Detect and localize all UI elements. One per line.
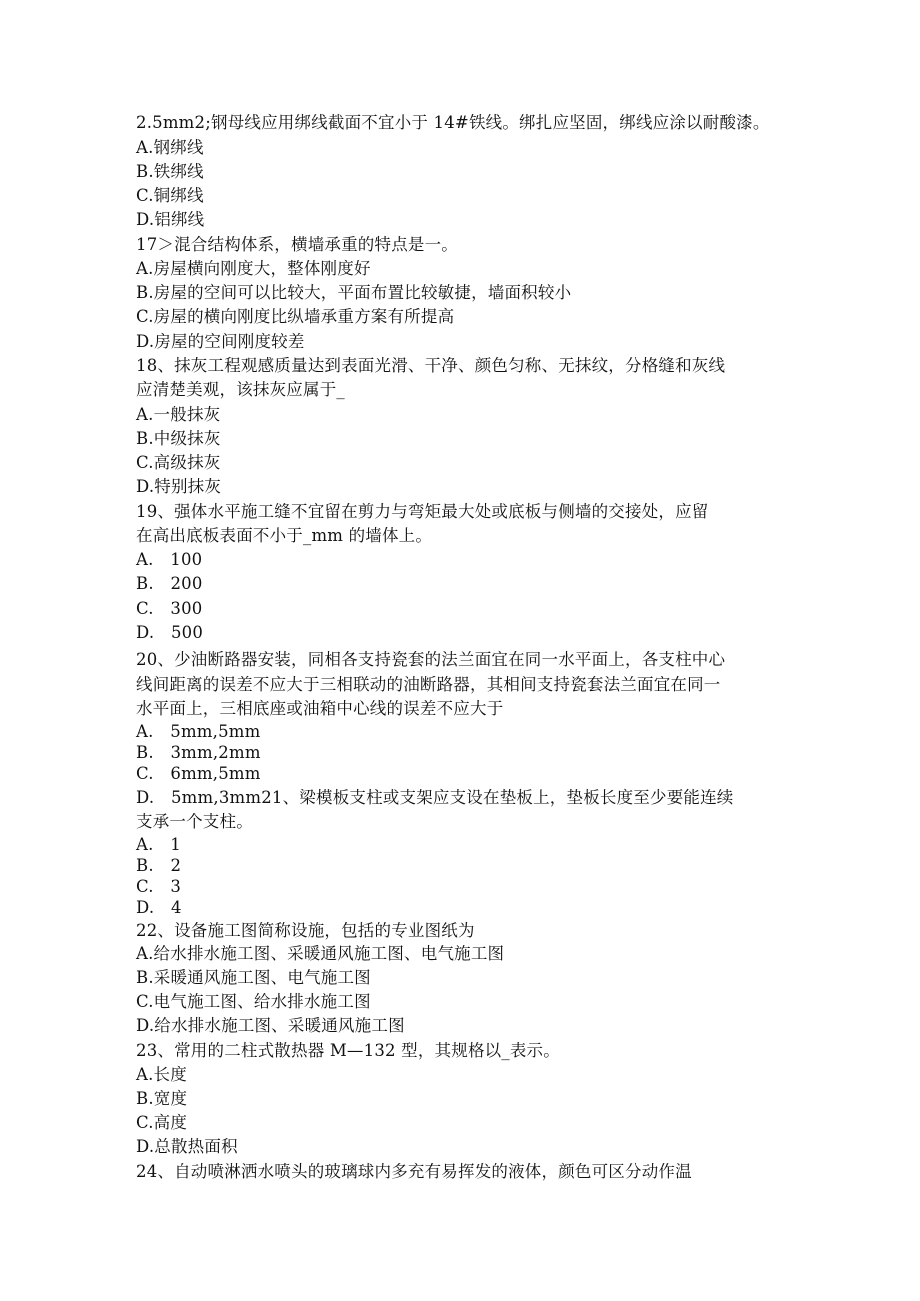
option-q19-d: D. 500 — [136, 623, 204, 642]
option-q23-a: A.长度 — [136, 1065, 187, 1084]
option-q21-d: D. 4 — [136, 898, 182, 917]
option-q17-d: D.房屋的空间刚度较差 — [136, 332, 305, 351]
question-21-line2: 支承一个支柱。 — [136, 812, 253, 831]
option-q22-c: C.电气施工图、给水排水施工图 — [136, 992, 371, 1011]
question-24: 24、自动喷淋洒水喷头的玻璃球内多充有易挥发的液体，颜色可区分动作温 — [136, 1162, 692, 1181]
question-17: 17＞混合结构体系，横墙承重的特点是一。 — [136, 235, 458, 254]
option-q22-d: D.给水排水施工图、采暖通风施工图 — [136, 1016, 405, 1035]
text-line-q16-tail: 2.5mm2;钢母线应用绑线截面不宜小于 14#铁线。绑扎应坚固，绑线应涂以耐酸漆。 — [136, 113, 770, 132]
option-q20-d-question-21: D. 5mm,3mm21、梁模板支柱或支架应支设在垫板上，垫板长度至少要能连续 — [136, 788, 734, 807]
option-q17-b: B.房屋的空间可以比较大，平面布置比较敏捷，墙面积较小 — [136, 283, 572, 302]
option-q17-c: C.房屋的横向刚度比纵墙承重方案有所提高 — [136, 307, 455, 326]
option-q21-c: C. 3 — [136, 877, 182, 896]
option-q21-b: B. 2 — [136, 856, 182, 875]
option-q20-c: C. 6mm,5mm — [136, 764, 261, 783]
option-q23-b: B.宽度 — [136, 1089, 188, 1108]
option-q22-b: B.采暖通风施工图、电气施工图 — [136, 968, 371, 987]
option-q16-d: D.铝绑线 — [136, 210, 205, 229]
option-q21-a: A. 1 — [136, 835, 181, 854]
option-q17-a: A.房屋横向刚度大，整体刚度好 — [136, 259, 371, 278]
option-q23-d: D.总散热面积 — [136, 1137, 238, 1156]
question-19-line2: 在高出底板表面不小于_mm 的墙体上。 — [136, 526, 433, 545]
option-q23-c: C.高度 — [136, 1113, 188, 1132]
option-q18-d: D.特别抹灰 — [136, 477, 222, 496]
option-q18-a: A.一般抹灰 — [136, 405, 221, 424]
option-q19-a: A. 100 — [136, 550, 203, 569]
question-23: 23、常用的二柱式散热器 M—132 型，其规格以_表示。 — [136, 1041, 560, 1060]
question-20-line3: 水平面上，三相底座或油箱中心线的误差不应大于 — [136, 699, 504, 718]
option-q16-a: A.钢绑线 — [136, 138, 204, 157]
question-18-line2: 应清楚美观，该抹灰应属于_ — [136, 380, 345, 399]
option-q19-b: B. 200 — [136, 574, 203, 593]
option-q18-b: B.中级抹灰 — [136, 429, 221, 448]
option-q16-b: B.铁绑线 — [136, 162, 204, 181]
option-q20-b: B. 3mm,2mm — [136, 743, 261, 762]
option-q20-a: A. 5mm,5mm — [136, 722, 261, 741]
option-q19-c: C. 300 — [136, 599, 203, 618]
question-19-line1: 19、强体水平施工缝不宜留在剪力与弯矩最大处或底板与侧墙的交接处，应留 — [136, 502, 709, 521]
question-20-line1: 20、少油断路器安装，同相各支持瓷套的法兰面宜在同一水平面上，各支柱中心 — [136, 650, 726, 669]
option-q18-c: C.高级抹灰 — [136, 453, 221, 472]
option-q16-c: C.铜绑线 — [136, 186, 204, 205]
option-q22-a: A.给水排水施工图、采暖通风施工图、电气施工图 — [136, 944, 505, 963]
question-18-line1: 18、抹灰工程观感质量达到表面光滑、干净、颜色匀称、无抹纹，分格缝和灰线 — [136, 356, 726, 375]
question-20-line2: 线间距离的误差不应大于三相联动的油断路器，其相间支持瓷套法兰面宜在同一 — [136, 675, 721, 694]
question-22: 22、设备施工图简称设施，包括的专业图纸为 — [136, 921, 475, 940]
